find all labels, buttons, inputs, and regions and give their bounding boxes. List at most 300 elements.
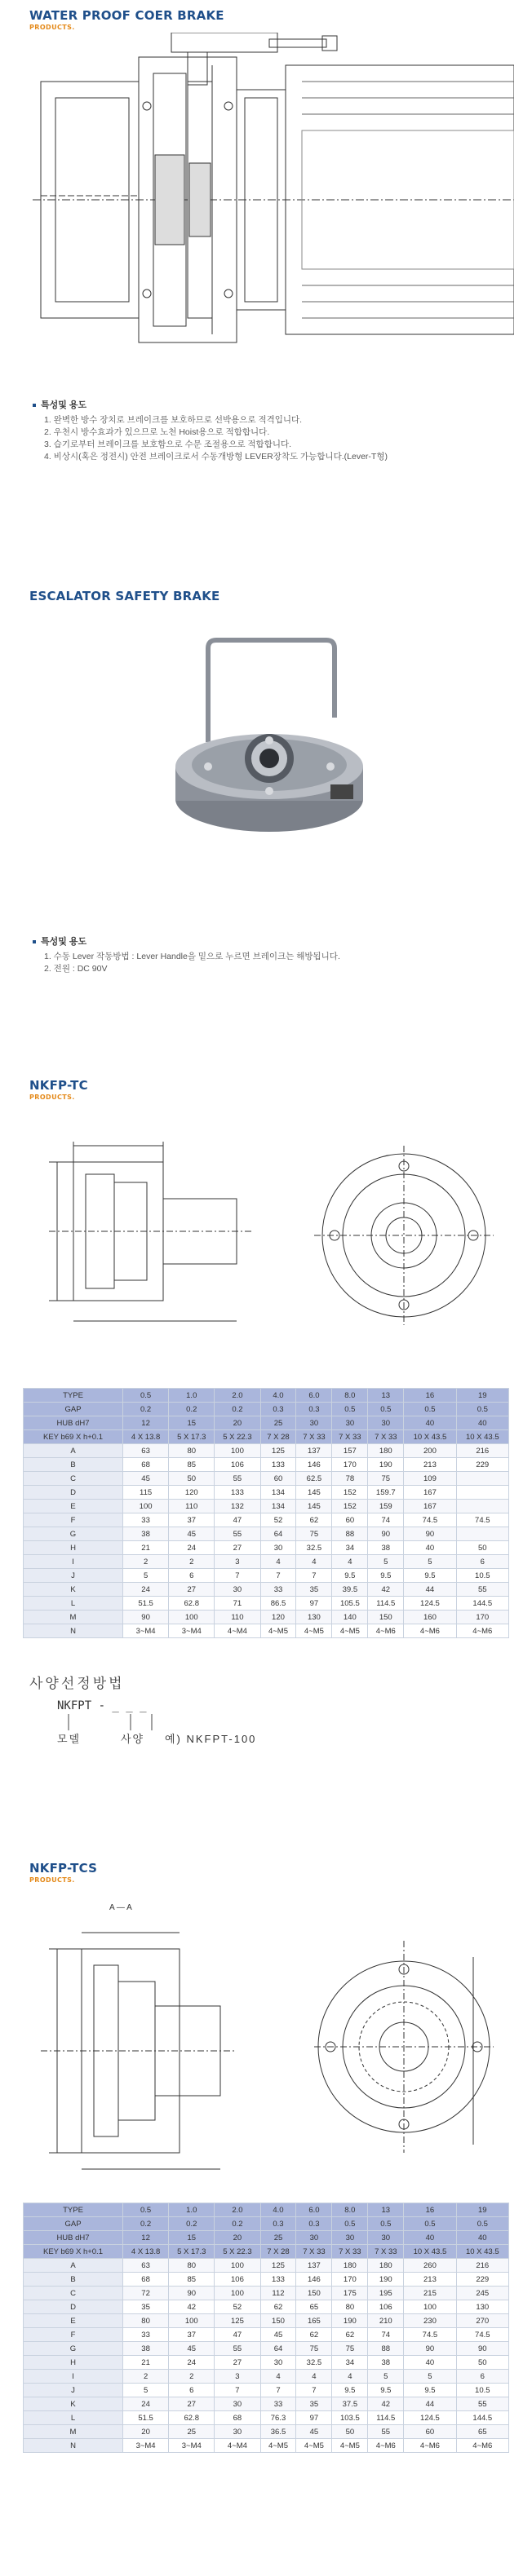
spec-cell: 144.5 [456,2411,508,2425]
spec-cell: 146 [296,1458,332,1472]
spec-row-label: B [24,2273,123,2287]
spec-row-label: C [24,2287,123,2300]
spec-cell: 2 [123,2370,169,2384]
spec-cell: 112 [260,2287,296,2300]
spec-cell: 229 [456,1458,508,1472]
spec-cell: 4 [296,2370,332,2384]
spec-cell: 3~M4 [169,2439,215,2453]
spec-cell: 40 [456,1416,508,1430]
spec-cell: 24 [123,2397,169,2411]
spec-data-row [24,2342,509,2356]
spec-cell: 5 X 17.3 [169,2245,215,2259]
spec-cell: 76.3 [260,2411,296,2425]
spec-cell: 16 [404,1389,456,1403]
escalator-features-heading-text: 특성및 용도 [41,937,87,947]
spec-cell: 3~M4 [169,1624,215,1638]
spec-cell: 5 [404,2370,456,2384]
model-label: 모델 [57,1733,82,1745]
spec-cell: 30 [332,1416,368,1430]
spec-cell: 85 [169,2273,215,2287]
spec-cell: 68 [123,2273,169,2287]
spec-cell: 5 [123,1569,169,1583]
spec-cell: 145 [296,1500,332,1513]
spec-cell: 45 [169,1527,215,1541]
spec-row-label: H [24,2356,123,2370]
spec-cell: 9.5 [404,2384,456,2397]
spec-cell: 6.0 [296,1389,332,1403]
nkfp-tcs-side-view [33,1924,245,2177]
spec-cell: 3 [215,2370,260,2384]
spec-cell: 213 [404,1458,456,1472]
spec-cell: 213 [404,2273,456,2287]
spec-cell: 230 [404,2314,456,2328]
spec-cell: 2 [123,1555,169,1569]
spec-cell: 109 [404,1472,456,1486]
spec-row-label: A [24,1444,123,1458]
spec-cell: 130 [456,2300,508,2314]
spec-cell: 134 [260,1486,296,1500]
spec-cell: 190 [368,2273,404,2287]
spec-cell: 2.0 [215,2203,260,2217]
nkfp-tcs-section [0,1843,532,2576]
spec-cell: 9.5 [404,1569,456,1583]
spec-cell: 90 [404,1527,456,1541]
spec-cell: 9.5 [332,2384,368,2397]
spec-cell: 21 [123,1541,169,1555]
spec-cell: 5 [368,1555,404,1569]
spec-row-label: TYPE [24,1389,123,1403]
spec-row-label: F [24,1513,123,1527]
spec-cell: 4 X 13.8 [123,1430,169,1444]
spec-row-label: A [24,2259,123,2273]
spec-cell: 44 [404,1583,456,1597]
spec-cell: 30 [215,1583,260,1597]
example-code: 예) NKFPT-100 [165,1733,257,1745]
spec-cell: 0.2 [123,2217,169,2231]
spec-cell: 33 [123,1513,169,1527]
spec-cell: 62 [296,2328,332,2342]
selection-guide-title: 사양선정방법 [29,1676,125,1691]
spec-header-row [24,2217,509,2231]
spec-cell: 100 [123,1500,169,1513]
spec-cell: 40 [404,1541,456,1555]
spec-cell: 97 [296,2411,332,2425]
spec-cell: 145 [296,1486,332,1500]
waterproof-brake-drawing [33,33,514,375]
spec-cell: 245 [456,2287,508,2300]
spec-cell: 134 [260,1500,296,1513]
spec-cell: 80 [332,2300,368,2314]
spec-data-row [24,2328,509,2342]
spec-row-label: K [24,1583,123,1597]
spec-cell: 20 [215,2231,260,2245]
nkfp-tc-section [0,1060,532,1810]
spec-cell: 7 [260,1569,296,1583]
nkfp-tc-selection-guide [29,1672,125,1692]
spec-cell [456,1486,508,1500]
spec-cell: 12 [123,1416,169,1430]
spec-data-row [24,1583,509,1597]
spec-cell: 4~M4 [215,1624,260,1638]
spec-cell: 4~M6 [368,2439,404,2453]
spec-cell: 38 [123,1527,169,1541]
spec-row-label: KEY b69 X h+0.1 [24,1430,123,1444]
escalator-features-heading [33,936,340,948]
spec-cell: 30 [260,1541,296,1555]
spec-cell: 40 [404,1416,456,1430]
spec-cell: 55 [368,2425,404,2439]
spec-cell: 4 X 13.8 [123,2245,169,2259]
spec-cell: 42 [368,2397,404,2411]
spec-cell: 7 X 28 [260,1430,296,1444]
spec-cell: 60 [404,2425,456,2439]
spec-cell: 25 [260,2231,296,2245]
spec-cell: 65 [296,2300,332,2314]
spec-cell: 170 [456,1611,508,1624]
spec-cell: 7 X 33 [332,2245,368,2259]
spec-cell: 115 [123,1486,169,1500]
spec-cell: 78 [332,1472,368,1486]
spec-cell: 51.5 [123,1597,169,1611]
escalator-feature-2: 2. 전원 : DC 90V [44,964,108,974]
spec-data-row [24,1597,509,1611]
spec-cell: 90 [404,2342,456,2356]
spec-row-label: J [24,1569,123,1583]
spec-cell: 55 [215,2342,260,2356]
spec-cell: 0.3 [296,1403,332,1416]
spec-cell: 0.5 [332,1403,368,1416]
spec-row-label: M [24,1611,123,1624]
spec-cell: 137 [296,2259,332,2273]
spec-cell: 90 [456,2342,508,2356]
spec-cell: 50 [169,1472,215,1486]
spec-cell: 4~M6 [368,1624,404,1638]
spec-cell: 71 [215,1597,260,1611]
spec-data-row [24,2273,509,2287]
spec-cell [456,1472,508,1486]
spec-cell: 30 [215,2425,260,2439]
spec-cell: 124.5 [404,1597,456,1611]
spec-cell: 97 [296,1597,332,1611]
spec-cell: 60 [260,1472,296,1486]
spec-row-label: TYPE [24,2203,123,2217]
spec-cell: 7 [296,2384,332,2397]
spec-data-row [24,2411,509,2425]
spec-cell: 7 [215,1569,260,1583]
escalator-title: ESCALATOR SAFETY BRAKE [29,589,220,603]
spec-cell: 229 [456,2273,508,2287]
spec-cell: 0.2 [169,1403,215,1416]
spec-row-label: C [24,1472,123,1486]
spec-cell: 4~M5 [296,1624,332,1638]
spec-row-label: E [24,2314,123,2328]
spec-cell: 24 [169,1541,215,1555]
spec-cell: 170 [332,1458,368,1472]
spec-row-label: G [24,1527,123,1541]
spec-cell: 38 [123,2342,169,2356]
spec-row-label: N [24,2439,123,2453]
spec-cell: 4.0 [260,1389,296,1403]
spec-cell: 105.5 [332,1597,368,1611]
spec-cell: 33 [123,2328,169,2342]
spec-cell: 63 [123,1444,169,1458]
spec-data-row [24,2425,509,2439]
spec-cell: 85 [169,1458,215,1472]
spec-cell: 7 X 33 [296,2245,332,2259]
spec-cell: 100 [169,2314,215,2328]
spec-row-label: L [24,2411,123,2425]
spec-cell: 30 [368,1416,404,1430]
spec-cell: 4 [332,2370,368,2384]
spec-cell: 55 [456,2397,508,2411]
spec-cell: 10 X 43.5 [404,1430,456,1444]
spec-cell: 47 [215,1513,260,1527]
spec-cell: 10 X 43.5 [456,1430,508,1444]
spec-data-row [24,2356,509,2370]
spec-data-row [24,1569,509,1583]
spec-row-label: D [24,1486,123,1500]
spec-cell: 140 [332,1611,368,1624]
spec-cell: 27 [169,2397,215,2411]
spec-cell: 62 [296,1513,332,1527]
spec-cell: 152 [332,1500,368,1513]
waterproof-feature-1: 1. 완벽한 방수 장치로 브레이크를 보호하므로 선박용으로 적격입니다. [44,415,303,425]
spec-cell: 37 [169,1513,215,1527]
spec-header-row [24,1430,509,1444]
spec-cell: 144.5 [456,1597,508,1611]
spec-cell: 12 [123,2231,169,2245]
waterproof-title: WATER PROOF COER BRAKE [29,8,224,23]
spec-cell: 40 [404,2231,456,2245]
spec-cell: 103.5 [332,2411,368,2425]
bullet-icon [33,940,36,943]
spec-cell: 100 [215,2259,260,2273]
spec-cell: 7 X 33 [332,1430,368,1444]
spec-cell: 4~M5 [332,2439,368,2453]
spec-cell: 74 [368,1513,404,1527]
nkfp-tcs-front-view [310,1933,498,2161]
spec-cell: 30 [332,2231,368,2245]
spec-cell: 0.5 [368,1403,404,1416]
spec-cell: 7 X 33 [296,1430,332,1444]
spec-cell: 19 [456,2203,508,2217]
spec-cell: 106 [368,2300,404,2314]
escalator-brake-photo [167,636,371,864]
spec-cell: 74.5 [456,1513,508,1527]
spec-header-row [24,2203,509,2217]
spec-cell: 60 [332,1513,368,1527]
spec-cell: 137 [296,1444,332,1458]
spec-cell: 6 [456,1555,508,1569]
nkfp-tcs-subtitle: PRODUCTS. [29,1876,75,1884]
spec-cell: 33 [260,1583,296,1597]
spec-cell: 37 [169,2328,215,2342]
spec-cell: 5 [368,2370,404,2384]
spec-cell: 90 [368,1527,404,1541]
spec-cell: 270 [456,2314,508,2328]
spec-cell: 8.0 [332,1389,368,1403]
spec-cell: 90 [123,1611,169,1624]
spec-cell: 133 [260,2273,296,2287]
spec-cell: 7 [296,1569,332,1583]
spec-cell: 74.5 [404,2328,456,2342]
spec-cell: 2.0 [215,1389,260,1403]
spec-cell: 0.2 [215,2217,260,2231]
spec-cell: 180 [368,1444,404,1458]
spec-cell: 50 [456,1541,508,1555]
spec-cell: 68 [123,1458,169,1472]
spec-cell: 34 [332,1541,368,1555]
spec-row-label: HUB dH7 [24,2231,123,2245]
spec-cell: 45 [296,2425,332,2439]
spec-row-label: E [24,1500,123,1513]
spec-cell: 50 [456,2356,508,2370]
spec-cell: 62.8 [169,2411,215,2425]
spec-cell: 180 [332,2259,368,2273]
spec-cell: 42 [169,2300,215,2314]
spec-header-row [24,2245,509,2259]
spec-cell: 88 [368,2342,404,2356]
spec-cell: 0.5 [404,2217,456,2231]
spec-cell: 88 [332,1527,368,1541]
spec-cell [456,1500,508,1513]
spec-cell: 260 [404,2259,456,2273]
spec-cell: 114.5 [368,2411,404,2425]
spec-cell: 2 [169,2370,215,2384]
spec-row-label: G [24,2342,123,2356]
spec-data-row [24,2384,509,2397]
spec-cell: 50 [332,2425,368,2439]
spec-cell: 36.5 [260,2425,296,2439]
spec-cell: 3 [215,1555,260,1569]
spec-cell: 216 [456,1444,508,1458]
spec-cell: 7 [215,2384,260,2397]
spec-cell: 27 [215,2356,260,2370]
spec-data-row [24,1458,509,1472]
spec-data-row [24,2314,509,2328]
spec-cell: 167 [404,1500,456,1513]
spec-cell: 64 [260,1527,296,1541]
spec-cell: 38 [368,2356,404,2370]
nkfp-tc-subtitle: PRODUCTS. [29,1094,75,1101]
spec-cell: 5 X 22.3 [215,1430,260,1444]
spec-cell: 0.2 [169,2217,215,2231]
spec-cell: 175 [332,2287,368,2300]
spec-cell: 0.3 [296,2217,332,2231]
spec-cell: 7 X 33 [368,2245,404,2259]
spec-cell: 86.5 [260,1597,296,1611]
spec-cell [456,1527,508,1541]
spec-cell: 15 [169,2231,215,2245]
spec-cell: 30 [368,2231,404,2245]
spec-cell: 7 X 28 [260,2245,296,2259]
spec-cell: 74 [368,2328,404,2342]
spec-cell: 4~M6 [404,1624,456,1638]
waterproof-feature-4: 4. 비상시(혹은 정전시) 안전 브레이크로서 수동개방형 LEVER장착도 가능합니다.(Lever-T형) [44,452,388,462]
spec-cell: 0.5 [404,1403,456,1416]
spec-cell: 55 [215,1472,260,1486]
spec-cell: 1.0 [169,1389,215,1403]
spec-cell: 4~M6 [456,2439,508,2453]
escalator-features [33,936,340,975]
spec-cell: 13 [368,2203,404,2217]
spec-cell: 72 [123,2287,169,2300]
spec-data-row [24,1527,509,1541]
spec-cell: 10.5 [456,2384,508,2397]
spec-cell: 0.3 [260,1403,296,1416]
spec-cell: 8.0 [332,2203,368,2217]
spec-cell: 133 [215,1486,260,1500]
spec-cell: 125 [260,2259,296,2273]
spec-cell: 120 [260,1611,296,1624]
spec-data-row [24,2259,509,2273]
spec-cell: 13 [368,1389,404,1403]
spec-data-row [24,2439,509,2453]
spec-cell: 106 [215,2273,260,2287]
spec-label: 사양 [121,1733,145,1745]
nkfp-tc-front-view [310,1142,498,1329]
spec-cell: 52 [215,2300,260,2314]
spec-data-row [24,1472,509,1486]
spec-cell: 6 [169,2384,215,2397]
escalator-title-block [29,589,220,603]
spec-cell: 170 [332,2273,368,2287]
spec-cell: 4 [260,2370,296,2384]
spec-cell: 150 [260,2314,296,2328]
spec-cell: 37.5 [332,2397,368,2411]
spec-cell: 216 [456,2259,508,2273]
spec-cell: 5 [404,1555,456,1569]
spec-cell: 75 [296,2342,332,2356]
spec-cell: 10 X 43.5 [404,2245,456,2259]
spec-cell: 6.0 [296,2203,332,2217]
spec-cell: 65 [456,2425,508,2439]
spec-cell: 44 [404,2397,456,2411]
spec-cell: 5 [123,2384,169,2397]
nkfp-tc-title-block [29,1078,88,1101]
spec-cell: 80 [123,2314,169,2328]
nkfp-tc-title: NKFP-TC [29,1078,88,1093]
spec-cell: 125 [215,2314,260,2328]
spec-cell: 7 [260,2384,296,2397]
spec-cell: 0.2 [123,1403,169,1416]
spec-cell: 55 [456,1583,508,1597]
spec-cell: 9.5 [332,1569,368,1583]
spec-cell: 106 [215,1458,260,1472]
spec-cell: 4~M5 [332,1624,368,1638]
spec-cell: 19 [456,1389,508,1403]
spec-cell: 4~M5 [296,2439,332,2453]
spec-cell: 114.5 [368,1597,404,1611]
spec-cell: 215 [404,2287,456,2300]
spec-cell: 75 [332,2342,368,2356]
spec-cell: 35 [296,1583,332,1597]
spec-cell: 64 [260,2342,296,2356]
spec-row-label: GAP [24,1403,123,1416]
spec-cell: 62 [332,2328,368,2342]
spec-data-row [24,1541,509,1555]
spec-cell: 45 [169,2342,215,2356]
spec-cell: 160 [404,1611,456,1624]
spec-header-row [24,1403,509,1416]
spec-cell: 2 [169,1555,215,1569]
spec-row-label: GAP [24,2217,123,2231]
spec-cell: 75 [368,1472,404,1486]
spec-cell: 27 [169,1583,215,1597]
spec-cell: 55 [215,1527,260,1541]
spec-row-label: M [24,2425,123,2439]
spec-cell: 6 [456,2370,508,2384]
